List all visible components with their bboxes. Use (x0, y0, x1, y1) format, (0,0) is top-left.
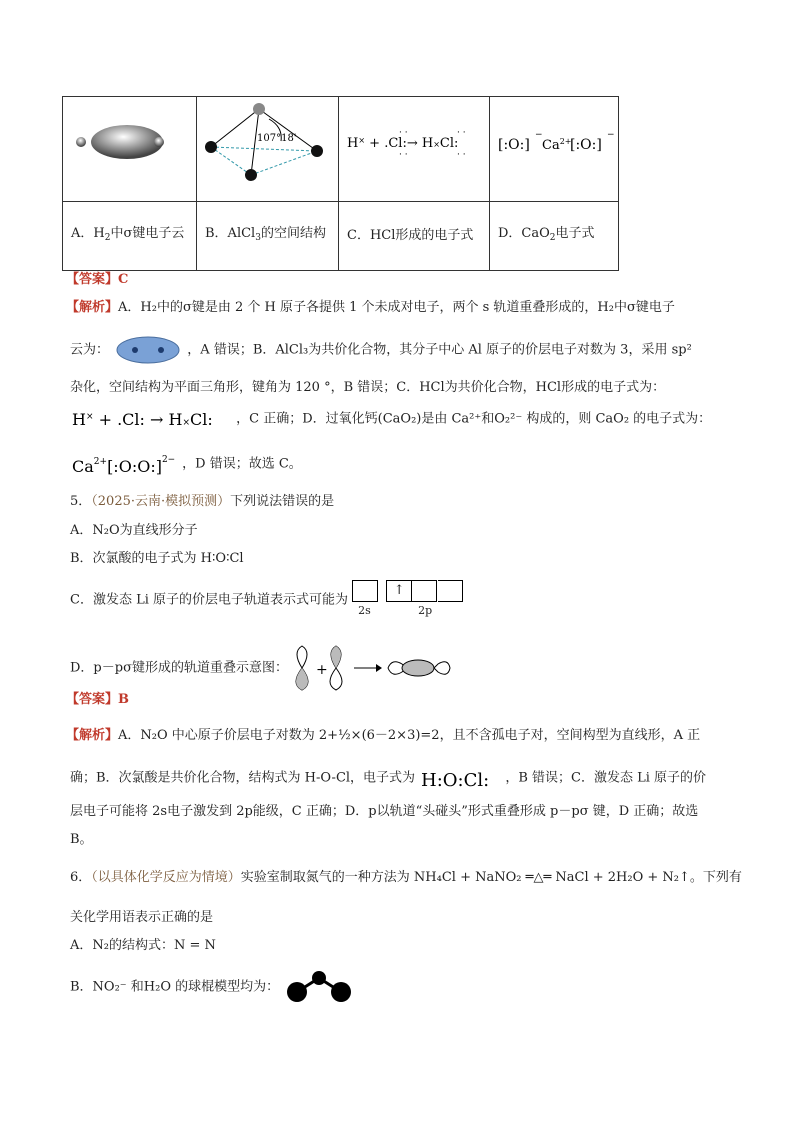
li-orbital-diagram: ↑ 2s 2p (352, 580, 472, 620)
svg-text:· ·: · · (399, 128, 408, 138)
q4-analysis-line5: $Ca^{2+}[:O:O:]^{2-}$ ，D 错误；故选 C。 (70, 450, 302, 478)
svg-text:[:O:]: [:O:] (498, 137, 530, 153)
option-d-caption: D．CaO$_2$电子式 (490, 202, 619, 271)
hcl-svg (339, 97, 489, 197)
svg-text:−: − (535, 130, 543, 140)
svg-text:−: − (607, 130, 615, 140)
q5-option-c: C．激发态 Li 原子的价层电子轨道表示式可能为 ↑ 2s 2p (70, 580, 472, 620)
hcl-formation-figure (339, 97, 490, 202)
alcl3-svg (197, 97, 338, 197)
ball-stick-model-icon (283, 970, 355, 1004)
q4-analysis-line2: 云为： ，A 错误；B．AlCl₃为共价化合物，其分子中心 Al 原子的价层电子对数为 3，采用 sp² (70, 334, 692, 366)
q5-answer: 【答案】B (66, 692, 129, 707)
svg-text:H× + .Cl: → H×Cl:: H× + .Cl: → H×Cl: (72, 410, 213, 429)
q4-analysis-line4: H× + .Cl: → H×Cl: ，C 正确；D．过氧化钙(CaO₂)是由 Ca²⁺和O₂²⁻ 构成的，则 CaO₂ 的电子式为： (70, 406, 711, 432)
q6-option-b: B．NO₂⁻ 和H₂O 的球棍模型均为： (70, 970, 355, 1004)
svg-text:+: + (316, 662, 328, 678)
h2-cloud-svg (63, 97, 196, 197)
q6-option-a: A．N₂的结构式：N = N (70, 938, 216, 953)
q5-analysis-line4: B。 (70, 832, 93, 847)
sigma-cloud-icon (113, 334, 183, 366)
q4-analysis-line1: 【解析】A．H₂中的σ键是由 2 个 H 原子各提供 1 个未成对电子，两个 s 轨道重叠形成的，H₂中σ键电子 (66, 300, 675, 315)
angle-label: 107°18' (257, 133, 297, 144)
option-c-caption: C．HCl形成的电子式 (339, 202, 490, 271)
q5-option-b: B．次氯酸的电子式为 H∶O∶Cl (70, 551, 244, 566)
svg-text:· ·: · · (457, 150, 466, 160)
q6-stem-line2: 关化学用语表示正确的是 (70, 910, 214, 925)
cao2-electron-formula-icon (70, 450, 178, 478)
svg-text:[:O:]: [:O:] (570, 137, 602, 153)
cao2-svg (490, 97, 618, 197)
q4-analysis-line3: 杂化，空间结构为平面三角形，键角为 120 °，B 错误；C．HCl为共价化合物，HCl形成的电子式为： (70, 380, 666, 395)
svg-text:· ·: · · (399, 150, 408, 160)
h2-sigma-cloud-figure (63, 97, 197, 202)
q6-stem: 6．（以具体化学反应为情境）实验室制取氮气的一种方法为 NH₄Cl + NaNO₂ ═△═ NaCl + 2H₂O + N₂↑。下列有 (70, 870, 742, 885)
svg-text:Ca2+: $Ca^{2+}$ (542, 137, 572, 153)
q5-option-a: A．N₂O为直线形分子 (70, 523, 198, 538)
hclo-electron-formula-icon (419, 764, 501, 792)
q4-answer: 【答案】C (66, 272, 129, 287)
q5-stem: 5．（2025·云南·模拟预测）下列说法错误的是 (70, 494, 335, 509)
svg-text:· ·: · · (457, 128, 466, 138)
q5-analysis-line1: 【解析】A．N₂O 中心原子价层电子对数为 2+½×(6－2×3)=2，且不含孤电子对，空间构型为直线形，A 正 (66, 728, 701, 743)
q5-analysis-line2: 确；B．次氯酸是共价化合物，结构式为 H-O-Cl，电子式为 H:O:Cl: ，B 错误；C．激发态 Li 原子的价 (70, 764, 706, 792)
q5-option-d: D．p－pσ键形成的轨道重叠示意图： + (70, 642, 452, 694)
q5-analysis-line3: 层电子可能将 2s电子激发到 2p能级，C 正确；D．p以轨道“头碰头”形式重叠形成 p－pσ 键，D 正确；故选 (70, 804, 699, 819)
svg-text:H× + .Cl:→ H×Cl:: H× + .Cl:→ H×Cl: (347, 136, 459, 151)
options-table (62, 96, 619, 271)
orbital-2p-label: 2p (418, 604, 433, 617)
orbital-2s-label: 2s (358, 604, 371, 617)
alcl3-structure-figure (197, 97, 339, 202)
cao2-dot-figure (490, 97, 619, 202)
p-orbital-overlap-icon (292, 642, 452, 694)
option-b-caption: B．AlCl$_3$的空间结构 (197, 202, 339, 271)
svg-text:H:O:Cl:: H:O:Cl: (421, 770, 490, 791)
option-a-caption: A．$H_2$中σ键电子云 (63, 202, 197, 271)
svg-text:Ca2+[:O:O:]2−: $Ca^{2+}[:O:O:]^{2-}$ (72, 455, 176, 476)
hcl-equation-icon (70, 406, 232, 432)
